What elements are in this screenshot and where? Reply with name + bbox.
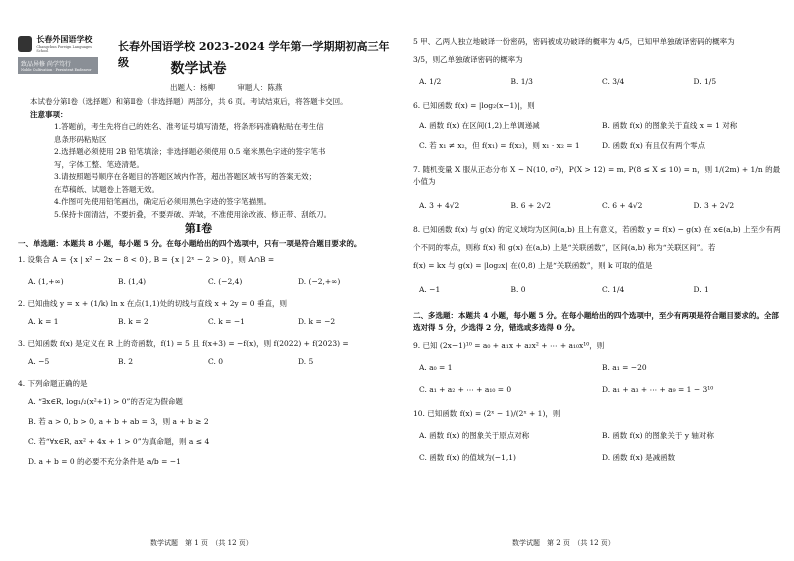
note-line: 1.答题前，考生先将自己的姓名、准考证号填写清楚，将条形码准确粘贴在考生信 [54, 122, 324, 131]
question-7: 7. 随机变量 X 服从正态分布 X ~ N(10, σ²)，P(X > 12) = m, P(8 ≤ X ≤ 10) = n，则 1/(2m) + 1/n 的最小值为 [413, 165, 781, 186]
option: C. 若 x₁ ≠ x₂，但 f(x₁) = f(x₂)，则 x₁ · x₂ = 1 [419, 141, 580, 150]
option: D. a₁ + a₃ + ⋯ + a₉ = 1 − 3¹⁰ [602, 385, 714, 394]
page-footer: 数学试题 第 2 页 （共 12 页） [512, 539, 615, 547]
option: A. a₀ = 1 [419, 363, 453, 372]
option: C. 函数 f(x) 的值域为(−1,1) [419, 453, 516, 462]
option: C. 0 [208, 357, 224, 366]
section-2-heading: 二、多选题：本题共 4 小题，每小题 5 分。在每小题给出的四个选项中，至少有两项是符合题目要求的。全部选对得 5 分，少选得 2 分，错选或多选得 0 分。 [413, 311, 779, 332]
question-1-options [28, 276, 388, 288]
option: D. 函数 f(x) 有且仅有两个零点 [602, 141, 706, 150]
right-page [397, 0, 794, 561]
option: A. “∃x∈R, log₁/₂(x²+1) > 0”的否定为假命题 [28, 397, 183, 406]
motto-text: 致品异修 尚学笃行 [21, 61, 71, 68]
question-8-line: f(x) = kx 与 g(x) = |log₂x| 在(0,8) 上是“关联函数”，则 k 可取的值是 [413, 261, 653, 270]
school-seal-icon [18, 36, 32, 52]
motto-english: Noble Cultivation · Persistent Endeavor [21, 68, 92, 72]
question-2: 2. 已知曲线 y = x + (1/k) ln x 在点(1,1)处的切线与直线 x + 2y = 0 垂直，则 [18, 299, 287, 308]
question-5-line-2: 3/5，则乙单独破译密码的概率为 [413, 55, 523, 64]
question-6-options-row-1 [419, 120, 785, 132]
question-8-line: 个不同的零点，则称 f(x) 和 g(x) 在(a,b) 上是“关联函数”，区间(a,b) 称为“关联区间”。若 [413, 243, 716, 252]
option: D. 1/5 [693, 77, 717, 86]
authors-line [170, 82, 302, 93]
option: C. k = −1 [208, 317, 245, 326]
note-line: 息条形码粘贴区 [54, 134, 107, 144]
question-8-options [419, 284, 785, 296]
option: C. a₁ + a₂ + ⋯ + a₁₀ = 0 [419, 385, 512, 394]
option: D. 3 + 2√2 [693, 201, 735, 210]
question-4: 4. 下列命题正确的是 [18, 379, 88, 388]
option: B. 0 [510, 285, 526, 294]
question-9-options-row-2 [419, 384, 785, 396]
option: C. 1/4 [602, 285, 625, 294]
question-8-line: 8. 已知函数 f(x) 与 g(x) 的定义域均为区间(a,b) 且上有意义，若函数 y = f(x) − g(x) 在 x∈(a,b) 上至少有两 [413, 225, 781, 234]
option: B. 函数 f(x) 的图象关于 y 轴对称 [602, 431, 714, 440]
question-10-options-row-2 [419, 452, 785, 464]
section-1 [18, 238, 388, 468]
option: B. 6 + 2√2 [510, 201, 551, 210]
section-1-heading: 一、单选题：本题共 8 小题，每小题 5 分。在每小题给出的四个选项中，只有一项是符合题目要求的。 [18, 239, 362, 248]
option: C. (−2,4) [208, 277, 243, 286]
option: A. 1/2 [419, 77, 442, 86]
option: B. (1,4) [118, 277, 147, 286]
intro-text: 本试卷分第Ⅰ卷（选择题）和第Ⅱ卷（非选择题）两部分，共 6 页。考试结束后，将答题卡交回。 [30, 97, 348, 106]
option: D. k = −2 [298, 317, 336, 326]
question-3-options [28, 356, 388, 368]
option: B. 1/3 [510, 77, 533, 86]
question-10: 10. 已知函数 f(x) = (2ˣ − 1)/(2ˣ + 1)，则 [413, 409, 561, 418]
question-6-options-row-2 [419, 140, 785, 152]
question-1: 1. 设集合 A = {x | x² − 2x − 8 < 0}, B = {x | 2ˣ − 2 > 0}，则 A∩B = [18, 255, 275, 264]
question-3: 3. 已知函数 f(x) 是定义在 R 上的奇函数，f(1) = 5 且 f(x+3) = −f(x)，则 f(2022) + f(2023) = [18, 339, 349, 348]
question-9-options-row-1 [419, 362, 785, 374]
question-7-options [419, 200, 785, 212]
option: B. 2 [118, 357, 134, 366]
question-5-options [419, 76, 785, 88]
note-line: 2.选择题必须使用 2B 铅笔填涂；非选择题必须使用 0.5 毫米黑色字迹的签字笔书 [54, 147, 326, 156]
option: D. a + b = 0 的必要不充分条件是 a/b = −1 [28, 457, 181, 466]
reviewer: 审题人：陈燕 [237, 83, 283, 92]
page-footer: 数学试题 第 1 页 （共 12 页） [150, 539, 253, 547]
note-line: 在草稿纸、试题卷上答题无效。 [54, 184, 159, 194]
option: A. 函数 f(x) 在区间(1,2)上单调递减 [419, 121, 540, 130]
instructions [30, 96, 390, 221]
question-10-options-row-1 [419, 430, 785, 442]
logo-name: 长春外国语学校 [36, 34, 93, 44]
option: C. 若“∀x∈R, ax² + 4x + 1 > 0”为真命题，则 a ≤ 4 [28, 437, 210, 446]
option: A. 3 + 4√2 [419, 201, 460, 210]
option: A. −5 [28, 357, 50, 366]
exam-title: 数学试卷 [170, 61, 227, 77]
question-2-options [28, 316, 388, 328]
option: C. 6 + 4√2 [602, 201, 643, 210]
author: 出题人：杨柳 [170, 83, 215, 92]
option: D. 1 [693, 285, 709, 294]
question-9: 9. 已知 (2x−1)¹⁰ = a₀ + a₁x + a₂x² + ⋯ + a₁₀x¹⁰，则 [413, 341, 605, 350]
option: D. (−2,+∞) [298, 277, 341, 286]
option: D. 5 [298, 357, 314, 366]
note-line: 5.保持卡面清洁，不要折叠，不要弄破、弄皱，不准使用涂改液、修正带、刮纸刀。 [54, 209, 332, 219]
option: A. −1 [419, 285, 441, 294]
note-line: 3.请按照题号顺序在各题目的答题区域内作答，超出答题区域书写的答案无效； [54, 172, 317, 181]
volume-heading: 第Ⅰ卷 [184, 222, 213, 235]
option: A. (1,+∞) [28, 277, 64, 286]
question-5-line-1: 5 甲、乙两人独立地破译一份密码，密码被成功破译的概率为 4/5，已知甲单独破译密码的概率为 [413, 37, 735, 46]
option: B. k = 2 [118, 317, 149, 326]
question-6: 6. 已知函数 f(x) = |log₂(x−1)|，则 [413, 101, 535, 110]
option: A. k = 1 [28, 317, 59, 326]
option: A. 函数 f(x) 的图象关于原点对称 [419, 431, 530, 440]
right-content [413, 36, 785, 464]
option: B. 函数 f(x) 的图象关于直线 x = 1 对称 [602, 121, 738, 130]
option: C. 3/4 [602, 77, 625, 86]
notes-title: 注意事项： [30, 109, 68, 119]
option: B. a₁ = −20 [602, 363, 647, 372]
option: D. 函数 f(x) 是减函数 [602, 453, 676, 462]
logo-subtitle: Changchun Foreign Languages School [36, 45, 92, 53]
school-header: 长春外国语学校 2023-2024 学年第一学期期初高三年级 [118, 40, 390, 69]
option: B. 若 a > 0, b > 0, a + b + ab = 3，则 a + b ≥ 2 [28, 417, 209, 426]
note-line: 写，字体工整、笔迹清楚。 [54, 159, 144, 169]
note-line: 4.作图可先使用铅笔画出，确定后必须用黑色字迹的签字笔描黑。 [54, 197, 272, 206]
